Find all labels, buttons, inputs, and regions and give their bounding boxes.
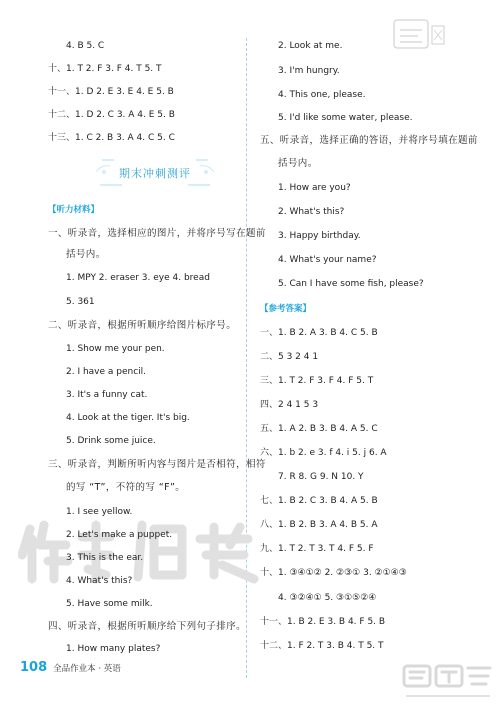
answer-line: 十二、1. F 2. T 3. B 4. T 5. T <box>260 641 384 651</box>
corner-emblem-icon <box>392 18 448 54</box>
answer-line: 4. B 5. C <box>66 41 105 51</box>
answer-line: 一、1. B 2. A 3. B 4. C 5. B <box>260 328 378 338</box>
answer-line: 五、1. A 2. B 3. B 4. A 5. C <box>260 424 378 434</box>
book-title: 全品作业本 · 英语 <box>53 664 121 674</box>
listening-item: 2. Look at me. <box>278 41 343 51</box>
answer-line: 十、1. T 2. F 3. F 4. T 5. T <box>48 64 162 74</box>
page-footer <box>20 660 121 675</box>
listening-item: 括号内。 <box>66 249 106 260</box>
page-number: 108 <box>20 660 48 675</box>
watermark-calligraphy-icon <box>18 515 278 585</box>
listening-item: 3. Happy birthday. <box>278 231 361 241</box>
watermark-logo-icon <box>400 662 496 702</box>
listening-item: 5. Have some milk. <box>66 599 153 609</box>
listening-item: 五、听录音，选择正确的答语，并将序号填在题前 <box>260 135 478 146</box>
answer-line: 4. ③②④① 5. ③①⑤②④ <box>278 593 377 603</box>
listening-item: 4. This one, please. <box>278 90 366 100</box>
listening-item: 4. What's your name? <box>278 255 377 265</box>
listening-item: 4. Look at the tiger. It's big. <box>66 413 190 423</box>
answer-line: 六、1. b 2. e 3. f 4. i 5. j 6. A <box>260 448 387 458</box>
listening-item: 三、听录音，判断所听内容与图片是否相符，相符 <box>48 459 266 470</box>
answer-line: 十三、1. C 2. B 3. A 4. C 5. C <box>48 133 175 143</box>
answer-line: 三、1. T 2. F 3. F 4. F 5. T <box>260 376 374 386</box>
listening-item: 1. Show me your pen. <box>66 344 165 354</box>
listening-item: 一、听录音，选择相应的图片，并将序号写在题前 <box>48 228 266 239</box>
listening-item: 括号内。 <box>278 158 318 169</box>
listening-item: 2. Let's make a puppet. <box>66 530 173 540</box>
answer-line: 十二、1. D 2. C 3. A 4. E 5. B <box>48 110 175 120</box>
answer-line: 7. R 8. G 9. N 10. Y <box>278 472 364 482</box>
listening-item: 1. How are you? <box>278 183 351 193</box>
listening-item: 二、听录音，根据所听顺序给图片标序号。 <box>48 320 237 331</box>
section-tag-answers: 【参考答案】 <box>260 304 312 314</box>
answer-line: 十、1. ③④①② 2. ②③① 3. ②①④③ <box>260 568 407 578</box>
listening-item: 1. MPY 2. eraser 3. eye 4. bread <box>66 273 210 283</box>
listening-item: 四、听录音，根据所听顺序给下列句子排序。 <box>48 621 247 632</box>
heading-ornament-icon <box>92 154 218 191</box>
listening-item: 3. This is the ear. <box>66 553 144 563</box>
listening-item: 5. Drink some juice. <box>66 436 156 446</box>
listening-item: 2. I have a pencil. <box>66 367 147 377</box>
section-heading <box>92 154 218 191</box>
listening-item: 5. 361 <box>66 297 95 307</box>
heading-text: 期末冲刺测评 <box>119 166 191 180</box>
answer-line: 十一、1. D 2. E 3. E 4. E 5. B <box>48 87 174 97</box>
answer-line: 十一、1. B 2. E 3. B 4. F 5. B <box>260 617 386 627</box>
listening-item: 5. I'd like some water, please. <box>278 113 413 123</box>
listening-item: 2. What's this? <box>278 207 345 217</box>
answer-line: 九、1. T 2. T 3. T 4. F 5. F <box>260 544 374 554</box>
answer-line: 八、1. B 2. B 3. A 4. B 5. A <box>260 520 378 530</box>
answer-line: 四、2 4 1 5 3 <box>260 400 319 410</box>
listening-item: 1. I see yellow. <box>66 507 133 517</box>
listening-item: 的写 “T”，不符的写 “F”。 <box>66 482 186 493</box>
listening-item: 4. What's this? <box>66 576 133 586</box>
listening-item: 3. I'm hungry. <box>278 66 340 76</box>
listening-item: 1. How many plates? <box>66 644 161 654</box>
listening-item: 5. Can I have some fish, please? <box>278 279 424 289</box>
answer-line: 七、1. B 2. C 3. B 4. A 5. B <box>260 496 378 506</box>
listening-item: 3. It's a funny cat. <box>66 390 148 400</box>
answer-line: 二、5 3 2 4 1 <box>260 352 319 362</box>
section-tag-listening: 【听力材料】 <box>48 205 100 215</box>
